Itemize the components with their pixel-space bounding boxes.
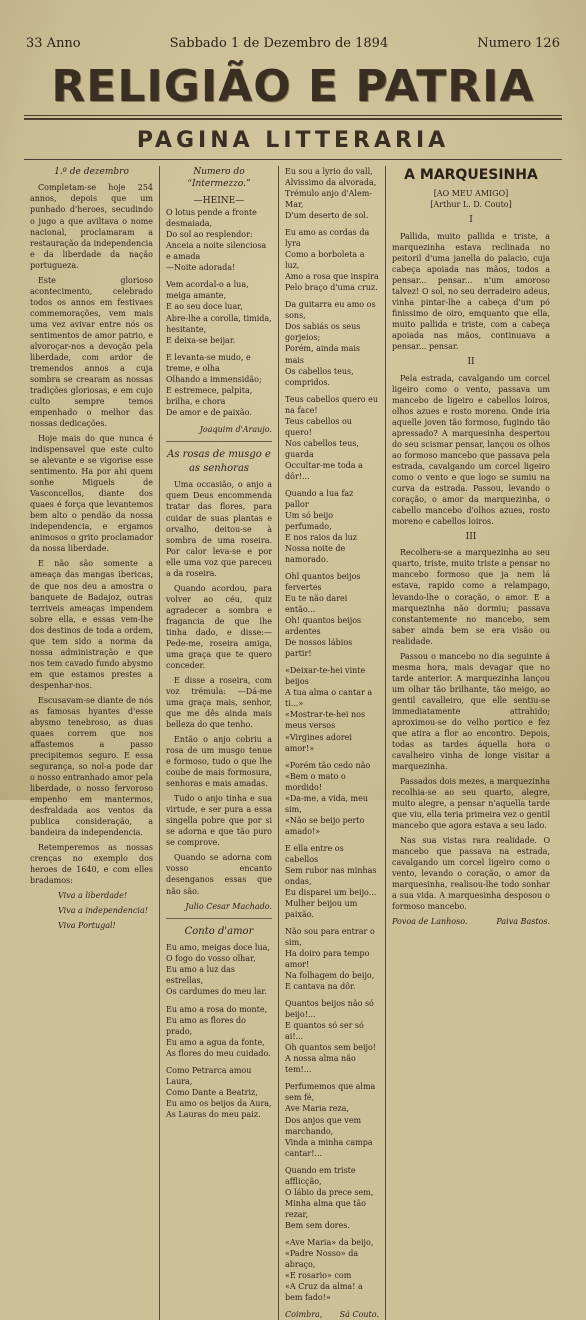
paragraph: Retemperemos as nossas crenças no exemplo dos heroes de 1640, e com elles bradamos: — [30, 843, 153, 886]
poem-author-heading: —HEINE— — [193, 195, 245, 206]
signature: Joaquim d'Araujo. — [199, 424, 272, 434]
poem-stanza: Como Petrarca amou Laura, Como Dante a Beatriz, Eu amo os beijos da Aura, As Lauras do meu paiz. — [166, 1065, 272, 1119]
poem-stanza: «Deixar-te-hei vinte beijos A tua alma o cantar a ti...» «Mostrar-te-hei nos meus versos «Virgines adorei amor!» — [285, 666, 373, 753]
paragraph: Pela estrada, cavalgando um corcel ligeiro como o vento, passava um mancebo de ligeiro e cabellos loiros, olhos azues e rosto moreno. Onde iria aquelle joven tão formoso, fugindo tão apressado? A marquesinha despertou do seu scismar pensar, lançou os olhos ao formoso mancebo que passava pela estrada, cavalgando um corcel ligeiro como o vento e que logo se sumiu na curva da estrada. Passou, levando o coração, o amor da marquezinha, o cabello mancebo d'olhos azues, rosto moreno e cabellos loiros. — [392, 373, 550, 526]
section-numeral: I — [469, 215, 473, 226]
poem-stanza: Ohl quantos beijos fervertes Eu te não darei então... Oh! quantos beijos ardentes De nossos lábios partir! — [285, 572, 362, 659]
poem-stanza: Teus cabellos quero eu na face! Teus cabellos ou quero! Nos cabellos teus, guarda Occultar-me toda a dôr!... — [285, 394, 379, 481]
poem-title: Conto d'amor — [184, 925, 254, 937]
paragraph: Passou o mancebo no dia seguinte á mesma hora, mais devagar que no tarde anterior. A marquezinha lançou um olhar tão brilhante, tão meigo, ao gentil cavalleiro, que elle sentiu-se immediatamente attrahido; aproximou-se do velho portico e fez que atira a flor ao encontro. Depois, todas as tardes áquella hora o cavalheiro vinha de longe visitar a marquezinha. — [392, 651, 550, 771]
columns — [24, 166, 562, 1319]
poem-stanza: «Porém tão cedo não «Bem o mato o mordido! «Da-me, a vida, meu sim, «Não se beijo perto amado!» — [285, 760, 371, 836]
poem-stanza: O lotus pende a fronte desmaiada, Do sol ao resplendor: Anceia a noite silenciosa e amada —Noite adorada! — [166, 208, 267, 273]
paragraph: Completam-se hoje 254 annos, depois que um punhado d'heroes, secudindo o jugo a que aviltava o nome nacional, proclamaram a restauração da independencia e da liberdade da nação portugueza. — [30, 183, 153, 270]
issue-number: Numero 126 — [477, 36, 560, 51]
signature-line — [285, 1309, 379, 1320]
poem-stanza: Vem acordal-o a lua, meiga amante, E ao seu doce luar, Abre-lhe a corolla, timida, hesitante, E deixa-se beijar. — [166, 280, 272, 345]
issue-year: 33 Anno — [26, 36, 81, 51]
poem-stanza: E ella entre os cabellos Sem rubor nas minhas ondas, Eu disparei um beijo... Mulher beijou um paixão. — [285, 843, 377, 919]
signature-place: Povoa de Lanhoso. — [392, 917, 468, 927]
paragraph: Nas sua vistas rara realidade. O mancebo que passava na estrada, cavalgando um corcel ligeiro como o vento, levando o coração, o amor da marquesinha, realisou-lhe todo sonhar a sua vida. A marquesinha desposou o formoso mancebo. — [392, 836, 550, 912]
poem-stanza: Da guitarra eu amo os sons, Dos sabiás os seus gorjeios; Porém, ainda mais mais Os cabellos teus, compridos. — [285, 300, 376, 387]
poem-stanza: Eu amo a rosa do monte, Eu amo as flores do prado, Eu amo a agua da fonte, As flores do meu cuidado. — [166, 1004, 271, 1058]
column-1 — [24, 166, 159, 1320]
poem-stanza: Quantos beijos não só beijo!... E quantos só ser só ai!... Oh quantos sem beijo! A nossa alma não tem!... — [285, 999, 377, 1075]
paragraph: Quando se adorna com vosso encanto desenganos essas que não são. — [166, 853, 272, 896]
separator — [166, 918, 272, 919]
paragraph: E não são somente a ameaça das mangas ibericas, de que nos deu a amostra o banquete de Badajoz, outras terriveis ameaças impendem sobre ella, e essas vem-lhe dos destinos de toda a ordem, que tem sido a norma da nossa administração e que nos tem cavado fundo abysmo em que estamos prestes a despenhar-nos. — [30, 559, 153, 690]
article-title: 1.º de dezembro — [54, 167, 129, 177]
section-numeral: III — [465, 531, 477, 542]
poem-stanza: Eu amo as cordas da lyra Como a borboleta a luz, Amo a rosa que inspira Pelo braço d'uma cruz. — [285, 228, 379, 293]
paragraph: Passados dois mezes, a marquezinha recolhia-se ao seu quarto, alegre, muito alegre, a pensar n'aquella tarde que viu, ella teria primeira vez o gentil mancebo que agora estava a seu lado. — [392, 777, 550, 831]
column-2 — [160, 166, 278, 1320]
paragraph: Quando acordou, para volver ao céu, quiz agradecer a sombra e fragancia de que lhe tinha dado, e disse:—Pede-me, roseira amiga, uma graça que te quero conceder. — [166, 583, 272, 670]
paragraph: Então o anjo cobriu a rosa de um musgo tenue e formoso, tudo o que lhe coube de mais formosura, senhoras e mais amadas. — [166, 735, 272, 789]
story-title: A MARQUESINHA — [404, 167, 538, 183]
issue-info — [10, 8, 576, 51]
signature: Julio Cesar Machado. — [185, 901, 272, 911]
poem-stanza: Eu sou a lyrio do vall, Alvissimo da alvorada, Trémulo anjo d'Alem-Mar, D'um deserto de sol. — [285, 167, 377, 221]
paragraph: Uma occasião, o anjo a quem Deus encommenda tratar das flores, para cuidar de suas plantas e orvalho, deitou-se à sombra de uma roseira. Por calor leva-se e por elle uma voz que pareceu a da roseira. — [166, 480, 272, 578]
poem-stanza: E levanta-se mudo, e treme, e olha Olhando a immensidão; E estremece, palpita, brilha, e chora De amor e de paixão. — [166, 352, 262, 417]
signature-name: Paiva Bastos. — [496, 917, 550, 927]
poem-stanza: Perfumemos que alma sem fé, Ave Maria reza, Dos anjos que vem marchando, Vinda a minha campa cantar!... — [285, 1082, 376, 1158]
paragraph: E disse a roseira, com voz trémula: —Dá-me uma graça mais, senhor, que me dês ainda mais belleza do que tenho. — [166, 675, 272, 730]
story-dedication-name: [Arthur L. D. Couto] — [430, 200, 512, 210]
poem-stanza: «Ave Maria» da beijo, «Padre Nosso» da abraço, «E rosario» com «A Cruz da alma! a bem fado!» — [285, 1237, 374, 1302]
story-dedication: [AO MEU AMIGO] — [433, 189, 509, 199]
poem-stanza: Eu amo, meigas doce lua, O fogo do vosso olhar, Eu amo a luz das estrellas, Os cardumes do meu lar. — [166, 943, 270, 997]
cheer-line: Viva a liberdade! — [58, 891, 128, 901]
poem-stanza: Quando a lua faz pallor Um só beijo perfumado, E nos raios da luz Nossa noite de namorado. — [285, 488, 357, 565]
paragraph: Hoje mais do que nunca é indispensavel que este culto se alevante e se vigorise esse sentimento. Ha por ahi quem sonhe Miguels de Vasconcellos, diante dos quaes é força que levantemos bem alto o pendão da nossa independencia, e ergamos animosos o grito proclamador da nossa liberdade. — [30, 434, 153, 554]
signature-line — [392, 916, 550, 927]
masthead-rule-thick — [24, 118, 562, 120]
section-numeral: II — [467, 357, 475, 368]
masthead-rule — [24, 115, 562, 116]
section-heading: PAGINA LITTERARIA — [136, 128, 450, 153]
section-rule — [24, 159, 562, 160]
article-title: As rosas de musgo e as senhoras — [167, 448, 271, 474]
poem-stanza: Quando em triste afflicção, O lábio da prece sem, Minha alma que tão rezar, Bem sem dores. — [285, 1165, 374, 1230]
cheer-line: Viva Portugal! — [58, 921, 116, 931]
cheer-line: Viva a independencia! — [58, 906, 148, 916]
poem-title: Numero do “Intermezzo.” — [187, 167, 251, 190]
paragraph: Tudo o anjo tinha e sua virtude, e ser pura a essa singella pobre que por si se adorna e que tão puro se comprove. — [166, 794, 272, 848]
paragraph: Este glorioso acontecimento, celebrado todos os annos em festivaes commemorações, vem mais uma vez avivar entre nós os sentimentos de amor patrio, e alvoroçar-nos a devoção pela liberdade, com ardor de tremendos annos a cuja sombra se crearam as nossas tradições gloriosas, e em cujo culto sempre temos empenhado o melhor das nossas dedicações. — [30, 275, 153, 429]
column-3 — [279, 166, 385, 1320]
masthead-title: RELIGIÃO E PATRIA — [51, 61, 535, 112]
issue-date: Sabbado 1 de Dezembro de 1894 — [169, 36, 389, 51]
paragraph: Pallida, muito pallida e triste, a marquezinha estava reclinada no peitoril d'uma janella do palacio, cuja cabeça apoiada nas mãos, todos a pensar... pensar... n'um amoroso talvez! O sol, no seu derradeiro adeus, vinha pintar-lhe a cabeça d'um pó finissimo de oiro, emquanto que ella, muito pallida e triste, com a cabeça apoiada nas mãos, continuava a pensar... pensar. — [392, 231, 550, 352]
separator — [166, 441, 272, 442]
signature-name: Sá Couto. — [339, 1310, 379, 1319]
paragraph: Recolhera-se a marquezinha ao seu quarto, triste, muito triste a pensar no mancebo formoso que ja nem lá estava, rapido como a relampago, levando-lhe o coração, o amor. E a marquezinha não dormiu; passava constantemente no mancebo, sem saber ainda bem se era visão ou realidade. — [392, 548, 550, 646]
column-4 — [386, 166, 556, 1320]
signature-place: Coimbra, — [285, 1310, 323, 1319]
paragraph: Escusavam-se diante de nós as famosas hyantes d'esse abysmo tenebroso, as duas quaes correm que nos affastemos a passo precipitemos seguro. E essa segurança, so nol-a pode dar o nosso entranhado amor pela liberdade, o nosso fervoroso empenho em mantermos, desfraldada aos ventos da publica consideração, a bandeira da independencia. — [30, 695, 153, 838]
poem-stanza: Não sou para entrar o sim, Ha doiro para tempo amor! Na folhagem do beijo, E cantava na dôr. — [285, 927, 375, 992]
